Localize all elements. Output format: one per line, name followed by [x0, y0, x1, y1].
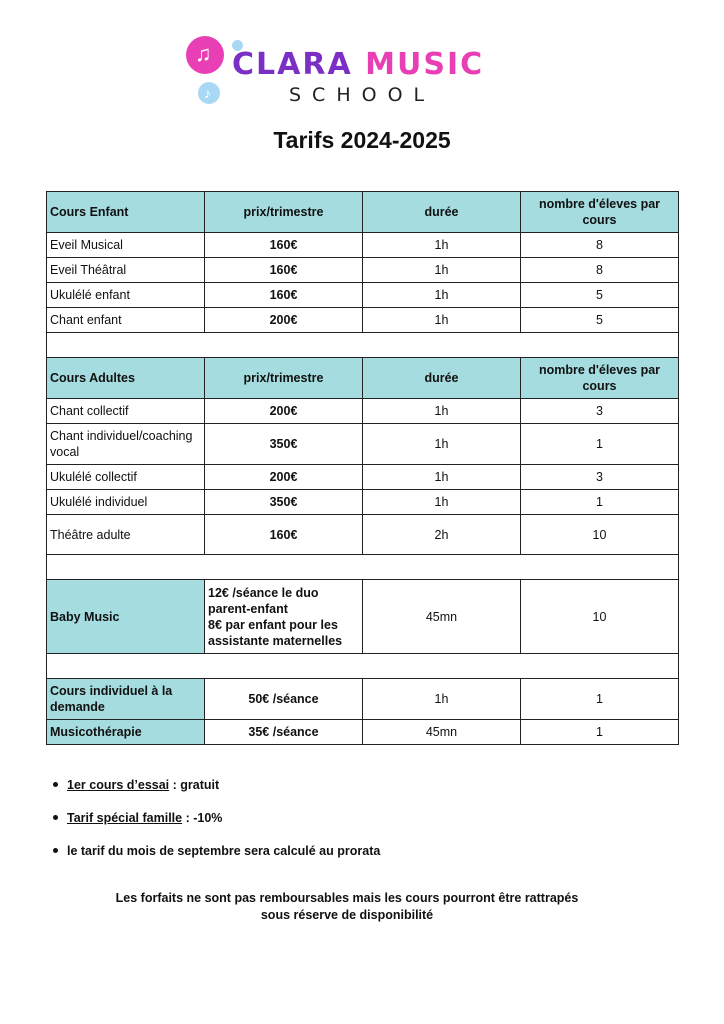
tarifs-table: [46, 191, 679, 745]
header-cell: durée: [363, 192, 521, 233]
cell-course: Chant individuel/coaching vocal: [47, 424, 205, 465]
bullet-icon: [53, 815, 58, 820]
footer-note: [0, 890, 694, 924]
cell-eleves: 3: [521, 399, 679, 424]
cell-duree: 1h: [363, 258, 521, 283]
table-row-baby: [47, 580, 679, 654]
cell-duree: 1h: [363, 679, 521, 720]
table-row: [47, 465, 679, 490]
bullet-text: le tarif du mois de septembre sera calculé au prorata: [67, 844, 381, 858]
spacer-row: [47, 333, 679, 358]
table-row: [47, 233, 679, 258]
footer-line: Les forfaits ne sont pas remboursables mais les cours pourront être rattrapés: [115, 891, 579, 905]
table-row-individuel: [47, 679, 679, 720]
cell-eleves: 8: [521, 258, 679, 283]
cell-price: 160€: [205, 258, 363, 283]
cell-price: 200€: [205, 308, 363, 333]
page-title: Tarifs 2024-2025: [273, 127, 451, 153]
cell-eleves: 10: [521, 515, 679, 555]
cell-duree: 1h: [363, 399, 521, 424]
music-note-small-icon: ♪: [198, 82, 220, 104]
cell-price: 160€: [205, 283, 363, 308]
cell-eleves: 5: [521, 308, 679, 333]
cell-price: 50€ /séance: [205, 679, 363, 720]
cell-duree: 1h: [363, 490, 521, 515]
cell-price: 35€ /séance: [205, 720, 363, 745]
cell-course: Chant enfant: [47, 308, 205, 333]
cell-duree: 45mn: [363, 580, 521, 654]
cell-eleves: 5: [521, 283, 679, 308]
table-header-enfant: [47, 192, 679, 233]
table-row: [47, 258, 679, 283]
cell-course: Baby Music: [47, 580, 205, 654]
table-row: [47, 283, 679, 308]
header-cell: prix/trimestre: [205, 192, 363, 233]
cell-course: Ukulélé collectif: [47, 465, 205, 490]
cell-course: Musicothérapie: [47, 720, 205, 745]
table-row: [47, 515, 679, 555]
bullet-icon: [53, 782, 58, 787]
header-cell: Cours Enfant: [47, 192, 205, 233]
cell-eleves: 3: [521, 465, 679, 490]
cell-duree: 1h: [363, 465, 521, 490]
cell-eleves: 10: [521, 580, 679, 654]
logo-name: CLARA MUSIC: [232, 47, 485, 82]
cell-price: [205, 580, 363, 654]
cell-eleves: 1: [521, 490, 679, 515]
cell-course: Théâtre adulte: [47, 515, 205, 555]
music-note-icon: ♫: [186, 36, 224, 74]
table-row: [47, 424, 679, 465]
cell-price: 200€: [205, 465, 363, 490]
info-list: [53, 776, 380, 875]
cell-price: 200€: [205, 399, 363, 424]
cell-course: Ukulélé enfant: [47, 283, 205, 308]
cell-duree: 1h: [363, 308, 521, 333]
header-cell: Cours Adultes: [47, 358, 205, 399]
table-row-musico: [47, 720, 679, 745]
header-cell: prix/trimestre: [205, 358, 363, 399]
cell-eleves: 1: [521, 720, 679, 745]
table-header-adultes: [47, 358, 679, 399]
cell-course: Eveil Musical: [47, 233, 205, 258]
spacer-row: [47, 654, 679, 679]
logo: [186, 34, 526, 110]
footer-line: sous réserve de disponibilité: [260, 908, 434, 922]
cell-duree: 1h: [363, 424, 521, 465]
bullet-icon: [53, 848, 58, 853]
cell-duree: 1h: [363, 233, 521, 258]
list-item: [53, 776, 380, 809]
cell-duree: 45mn: [363, 720, 521, 745]
cell-price: 350€: [205, 424, 363, 465]
cell-eleves: 1: [521, 679, 679, 720]
list-item: [53, 809, 380, 842]
bullet-label: Tarif spécial famille: [67, 811, 183, 825]
list-item: [53, 842, 380, 875]
logo-school: SCHOOL: [289, 84, 436, 106]
header-cell: durée: [363, 358, 521, 399]
table-row: [47, 490, 679, 515]
header-cell: nombre d'éleves par cours: [521, 358, 679, 399]
cell-duree: 1h: [363, 283, 521, 308]
cell-price: 160€: [205, 233, 363, 258]
price-line: 8€ par enfant pour les assistante maternelles: [208, 617, 343, 648]
spacer-row: [47, 555, 679, 580]
cell-eleves: 1: [521, 424, 679, 465]
price-line: 12€ /séance le duo parent-enfant: [208, 585, 319, 616]
cell-course: Eveil Théâtral: [47, 258, 205, 283]
header-cell: nombre d'éleves par cours: [521, 192, 679, 233]
cell-eleves: 8: [521, 233, 679, 258]
bullet-value: : gratuit: [169, 778, 220, 792]
table-row: [47, 308, 679, 333]
bullet-label: 1er cours d’essai: [67, 778, 170, 792]
cell-price: 350€: [205, 490, 363, 515]
cell-course: Cours individuel à la demande: [47, 679, 205, 720]
cell-course: Chant collectif: [47, 399, 205, 424]
table-row: [47, 399, 679, 424]
cell-duree: 2h: [363, 515, 521, 555]
cell-course: Ukulélé individuel: [47, 490, 205, 515]
cell-price: 160€: [205, 515, 363, 555]
bullet-value: : -10%: [182, 811, 223, 825]
